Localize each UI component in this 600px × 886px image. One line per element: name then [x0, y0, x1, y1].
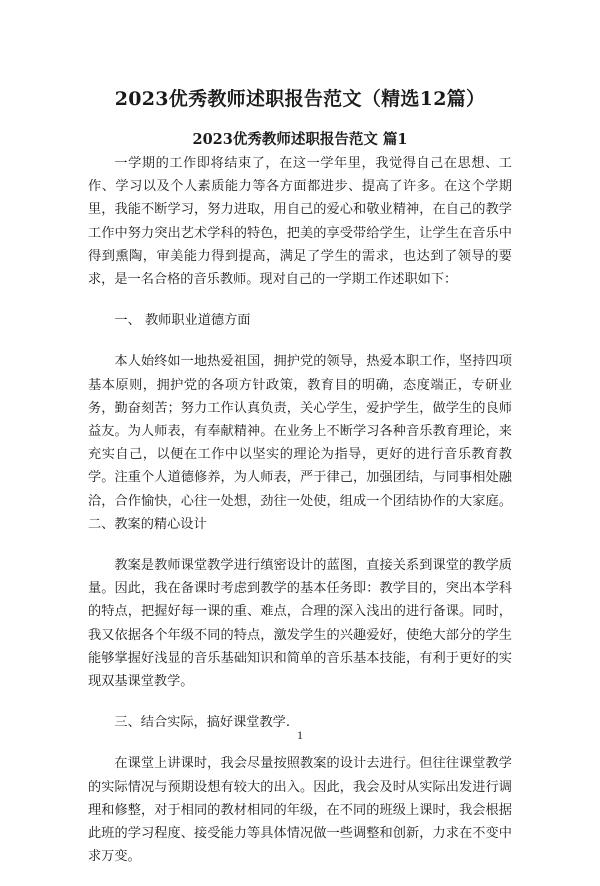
paragraph-lesson-plan: 教案是教师课堂教学进行缜密设计的蓝图，直接关系到课堂的教学质量。因此，我在备课时考虑到教学的基本任务即：教学目的，突出本学科的特点，把握好每一课的重、难点，合理的深入浅出的进行备课。同时，我又依据各个年级不同的特点，激发学生的兴趣爱好，使绝大部分的学生能够掌握好浅显的音乐基础知识和简单的音乐基本技能，有利于更好的实现双基课堂教学。: [88, 558, 512, 690]
document-title: 2023优秀教师述职报告范文（精选12篇）: [114, 88, 486, 110]
heading-ethics: 一、 教师职业道德方面: [114, 313, 251, 329]
section-title: 2023优秀教师述职报告范文 篇1: [192, 131, 408, 148]
paragraph-classroom: 在课堂上讲课时，我会尽量按照教案的设计去进行。但往往课堂教学的实际情况与预期设想有较大的出入。因此，我会及时从实际出发进行调理和修整，对于相同的教材相同的年级，在不同的班级上课时，我会根据此班的学习程度、接受能力等具体情况做一些调整和创新，力求在不变中求万变。: [88, 756, 512, 865]
heading-classroom: 三、结合实际，搞好课堂教学.: [114, 715, 291, 731]
page-number: 1: [297, 728, 303, 742]
paragraph-intro: 一学期的工作即将结束了，在这一学年里，我觉得自己在思想、工作、学习以及个人素质能力等各方面都进步、提高了许多。在这个学期里，我能不断学习，努力进取，用自己的爱心和敬业精神，在自己的教学工作中努力突出艺术学科的特色，把美的享受带给学生，让学生在音乐中得到熏陶，审美能力得到提高，满足了学生的需求，也达到了领导的要求，是一名合格的音乐教师。现对自己的一学期工作述职如下：: [88, 156, 512, 288]
paragraph-ethics: 本人始终如一地热爱祖国，拥护党的领导，热爱本职工作，坚持四项基本原则，拥护党的各项方针政策，教育目的明确，态度端正，专研业务，勤奋刻苦；努力工作认真负责，关心学生，爱护学生，做学生的良师益友。为人师表，有奉献精神。在业务上不断学习各种音乐教育理论，来充实自己，以便在工作中以坚实的理论为指导，更好的进行音乐教育教学。注重个人道德修养，为人师表，严于律己，加强团结，与同事相处融洽，合作愉快，心往一处想，劲往一处使，组成一个团结协作的大家庭。二、教案的精心设计: [88, 354, 512, 532]
